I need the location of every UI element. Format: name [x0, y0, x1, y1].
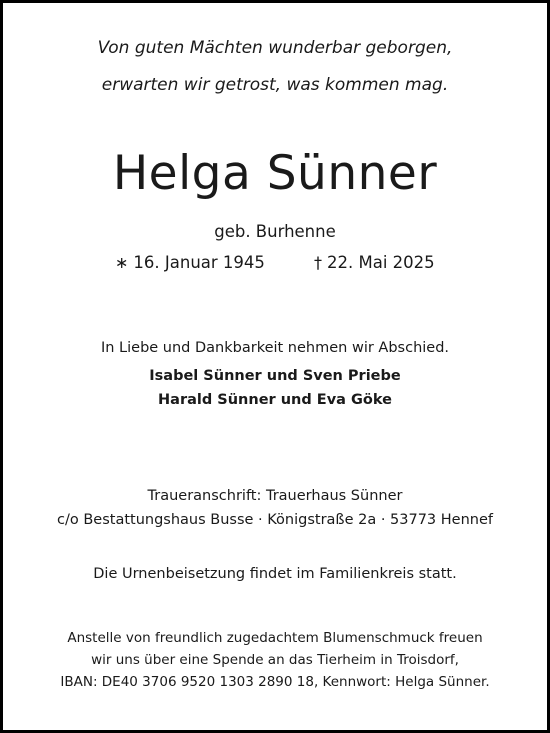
mourner-1: Isabel Sünner und Sven Priebe	[149, 368, 401, 384]
death-date: 22. Mai 2025	[327, 253, 435, 272]
address-line-2: c/o Bestattungshaus Busse · Königstraße 2a · 53773 Hennef	[57, 512, 493, 528]
deceased-name: Helga Sünner	[112, 146, 438, 201]
burial-notice: Die Urnenbeisetzung findet im Familienkreis statt.	[93, 566, 457, 582]
donation-line-3: IBAN: DE40 3706 9520 1303 2890 18, Kennwort: Helga Sünner.	[60, 674, 490, 690]
address-label: Traueranschrift:	[147, 488, 262, 504]
donation-line-2: wir uns über eine Spende an das Tierheim in Troisdorf,	[91, 652, 459, 668]
birth-date-group	[115, 253, 265, 272]
birth-date: 16. Januar 1945	[133, 253, 265, 272]
death-date-group	[314, 253, 435, 272]
motto-line-2: erwarten wir getrost, was kommen mag.	[101, 75, 449, 95]
birth-name: geb. Burhenne	[214, 222, 336, 241]
address-recipient: Trauerhaus Sünner	[265, 488, 403, 504]
farewell-text: In Liebe und Dankbarkeit nehmen wir Abschied.	[100, 340, 450, 356]
birth-star-icon: ∗	[115, 253, 129, 272]
address-line-1	[0, 488, 550, 504]
mourner-2: Harald Sünner und Eva Göke	[158, 392, 392, 408]
donation-line-1: Anstelle von freundlich zugedachtem Blumenschmuck freuen	[67, 630, 483, 646]
death-cross-icon: †	[314, 253, 322, 272]
motto-line-1: Von guten Mächten wunderbar geborgen,	[97, 38, 453, 58]
